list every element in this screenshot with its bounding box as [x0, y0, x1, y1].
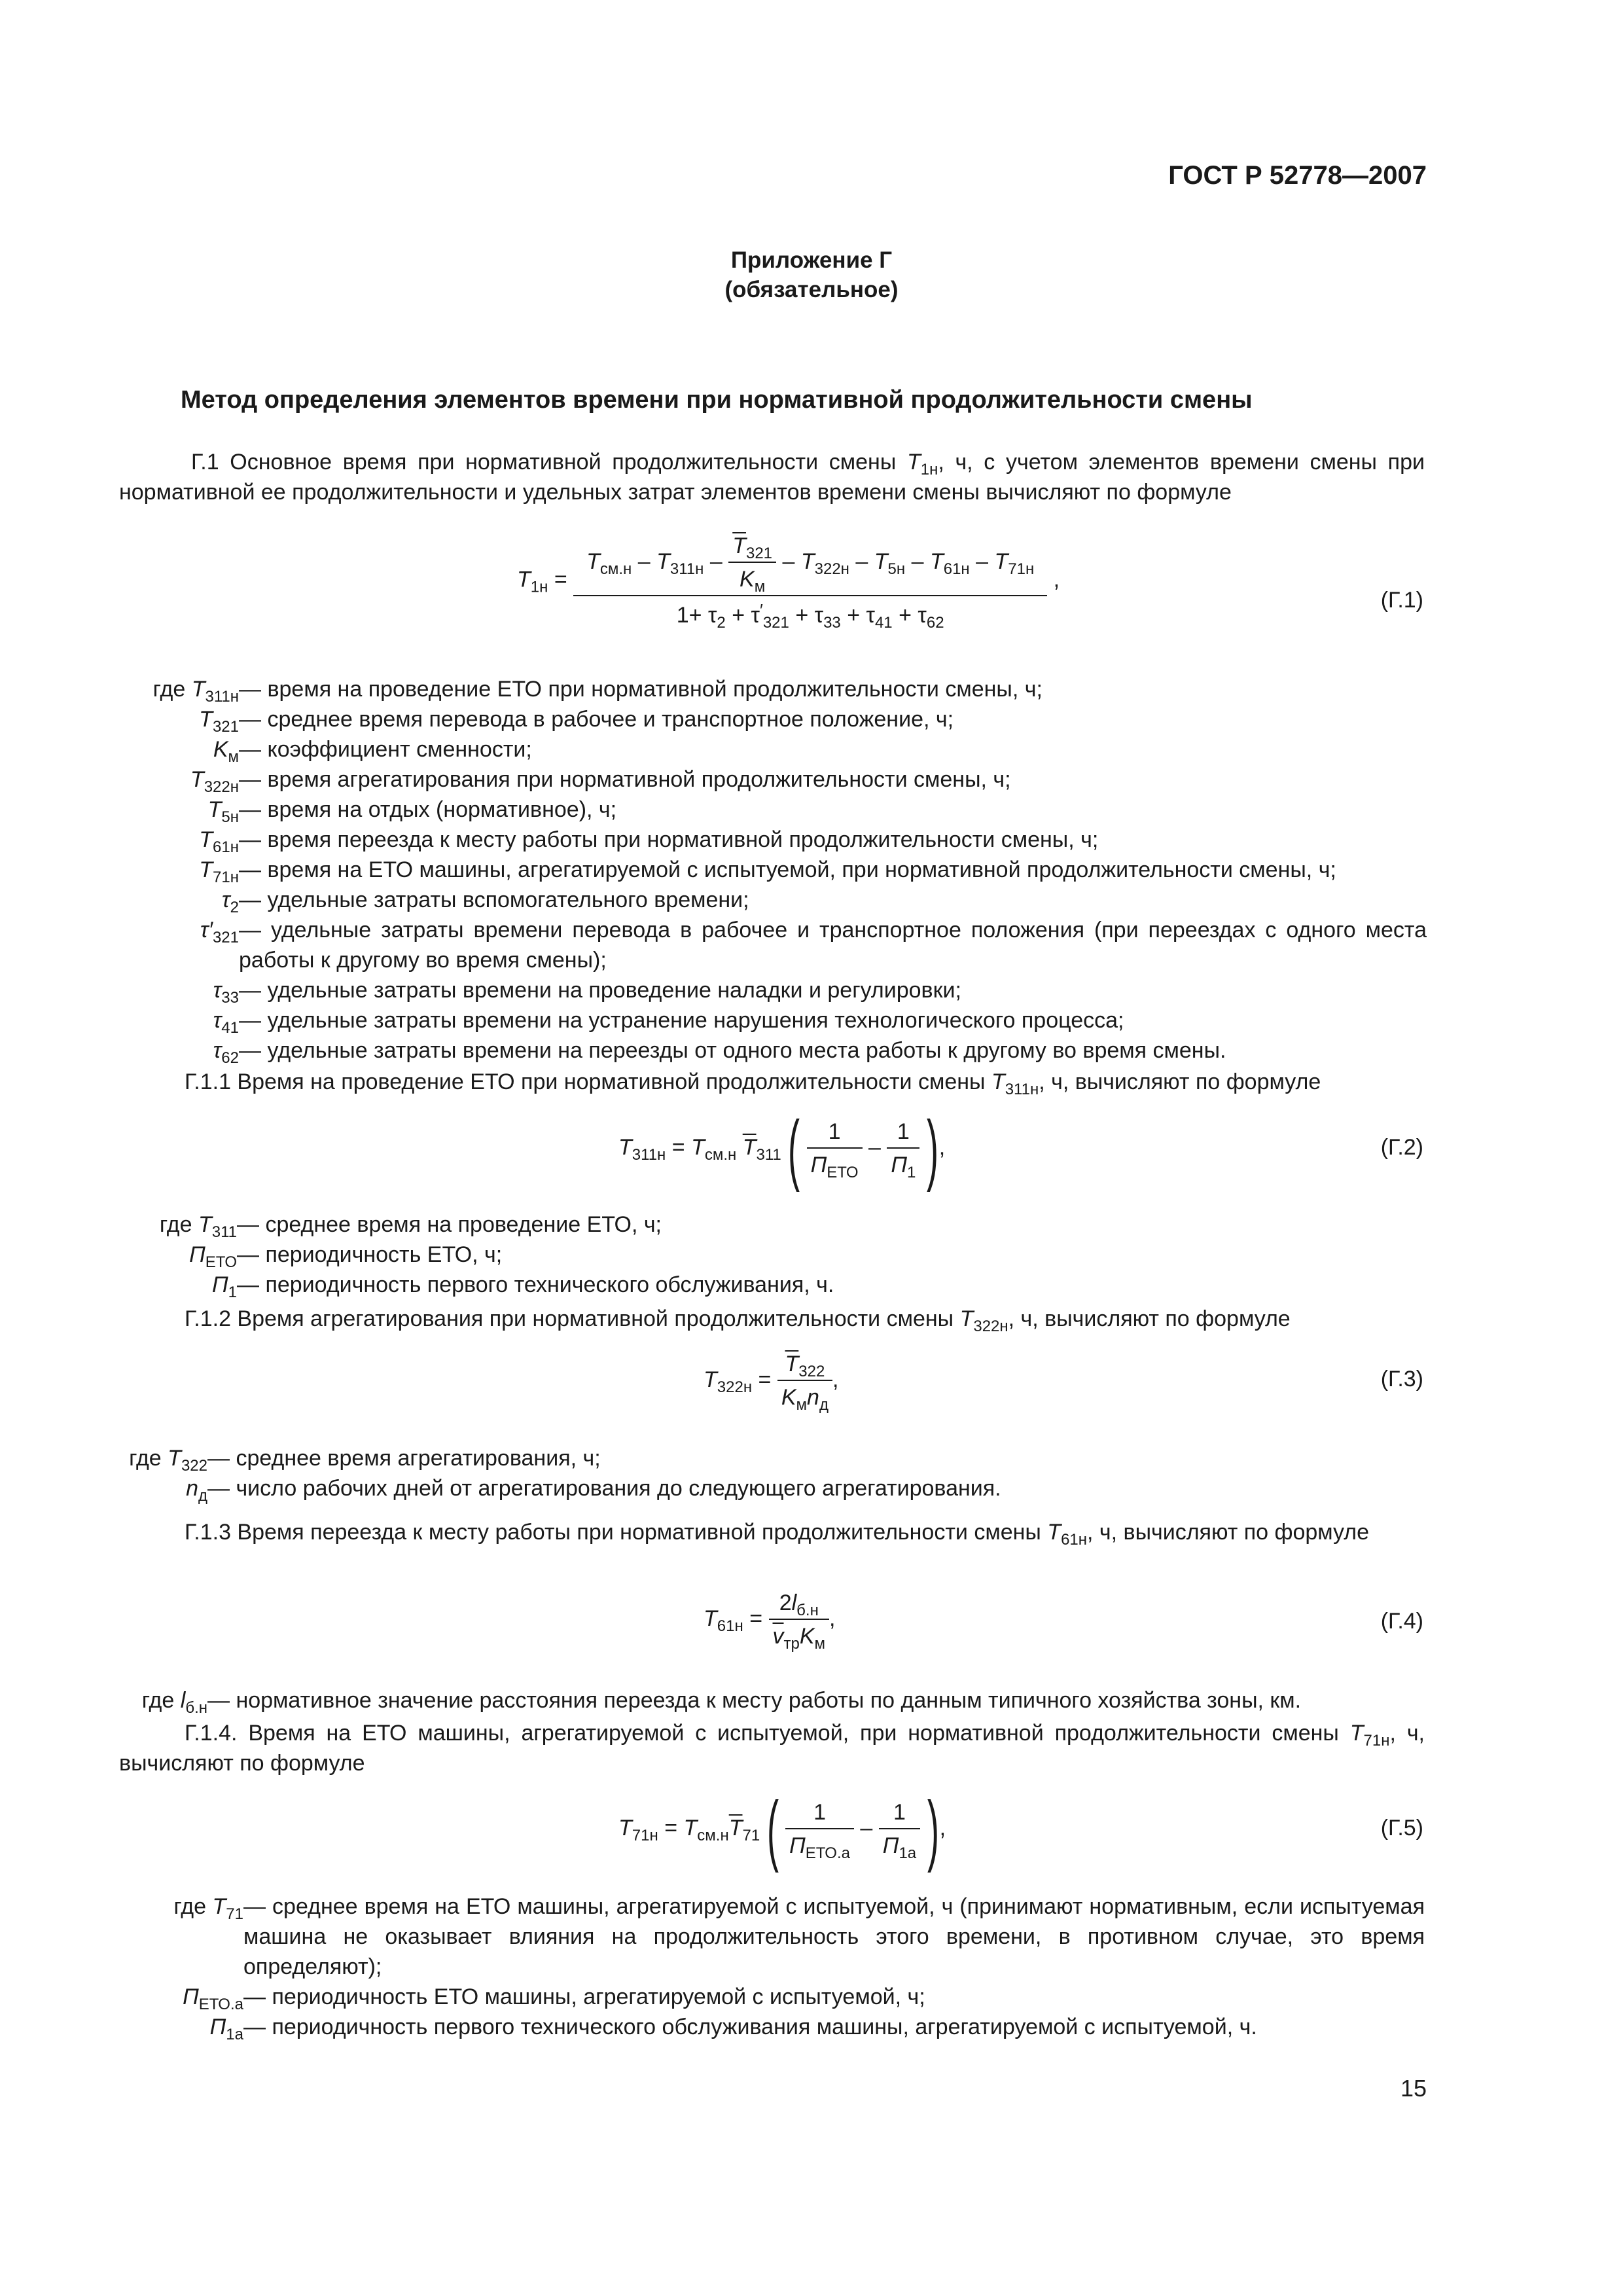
definition-symbol: $\tau_2$ [221, 888, 239, 916]
paragraph-number: Г.1.2 [185, 1306, 231, 1331]
definitions-g4 [119, 1685, 1425, 1715]
definition-text: — коэффициент сменности; [239, 737, 532, 762]
definition-symbol: где $l_{б.н}$ [141, 1688, 207, 1717]
definition-text: — удельные затраты времени перевода в рабочее и транспортное положения (при переездах с одного места работы к другому во время смены); [239, 918, 1427, 973]
definition-text: — время на отдых (нормативное), ч; [239, 797, 617, 822]
definition-symbol: где $T_{311}$ [159, 1212, 237, 1241]
appendix-title: Приложение Г [730, 247, 893, 273]
formula-g1-fraction: $T_{см.н} - T_{311н}$ – $\frac{\overline{T}_{321}}{K_м}$ – $T_{322н} - T_{5н} - T_{61н} - T_{71н}$ $1+ \tau_2 + \tau'_{321} + \tau_{33} + \tau_{41} + \tau_{62}$ [573, 533, 1047, 628]
paragraph-number: Г.1.4. [185, 1721, 238, 1746]
paragraph-number: Г.1 [191, 450, 219, 475]
definition-symbol: $T_{321}$ [199, 707, 239, 736]
formula-g1: $T_{1н}$ = $T_{см.н} - T_{311н}$ – $\frac{\overline{T}_{321}}{K_м}$ – $T_{322н} - T_{5н} - T_{61н} - T_{71н}$ $1+ \tau_2 + \tau'_{321} + \tau_{33} + \tau_{41} + \tau_{62}$ , [517, 533, 1060, 632]
definition-text: — удельные затраты вспомогательного времени; [239, 888, 749, 912]
definition-list-g4 [119, 1685, 1425, 1715]
definition-item [119, 1240, 1425, 1270]
formula-number-g2: (Г.2) [1380, 1135, 1423, 1160]
definitions-g2 [119, 1210, 1425, 1300]
definition-symbol: $n_д$ [186, 1476, 207, 1505]
definition-symbol: $\tau'_{321}$ [200, 918, 239, 946]
definition-list-g3 [119, 1443, 1425, 1503]
definition-text: — число рабочих дней от агрегатирования до следующего агрегатирования. [207, 1476, 1001, 1501]
definition-item [121, 1035, 1427, 1066]
definition-text: — нормативное значение расстояния переезда к месту работы по данным типичного хозяйства зоны, км. [207, 1688, 1302, 1713]
section-title: Метод определения элементов времени при нормативной продолжительности смены [181, 386, 1253, 414]
definition-item [119, 1270, 1425, 1300]
definition-text: — среднее время на проведение ЕТО, ч; [237, 1212, 662, 1237]
formula-number-g1: (Г.1) [1380, 588, 1423, 613]
definition-text: — среднее время агрегатирования, ч; [207, 1446, 601, 1471]
definition-item [119, 1982, 1425, 2012]
paragraph-g11: Г.1.1 Время на проведение ЕТО при нормативной продолжительности смены $T_{311н}$, ч, вычисляют по формуле [185, 1069, 1321, 1098]
definition-item [119, 1210, 1425, 1240]
formula-g2: $T_{311н} = T_{см.н}$ $\overline{T}_{311}$ ( $\frac{1}{П_{ЕТО}}$ – $\frac{1}{П_1}$ ), [618, 1105, 946, 1193]
definition-item [121, 975, 1427, 1005]
formula-g5: $T_{71н} = T_{см.н}\overline{T}_{71}$ ( $\frac{1}{П_{ЕТО.а}}$ – $\frac{1}{П_{1а}}$ ), [618, 1785, 946, 1873]
definition-item [119, 1685, 1425, 1715]
definition-item [119, 2012, 1425, 2042]
paragraph-number: Г.1.1 [185, 1069, 231, 1094]
definition-symbol: $\tau_{33}$ [213, 978, 239, 1007]
definition-item [121, 915, 1427, 975]
definition-symbol: $K_м$ [213, 737, 239, 766]
paragraph-g12: Г.1.2 Время агрегатирования при нормативной продолжительности смены $T_{322н}$, ч, вычисляют по формуле [185, 1306, 1291, 1335]
definition-item [121, 825, 1427, 855]
definition-symbol: $T_{322н}$ [190, 767, 239, 796]
definition-symbol: где $T_{311н}$ [152, 677, 239, 706]
definition-symbol: $T_{71н}$ [199, 857, 239, 886]
paragraph-g13: Г.1.3 Время переезда к месту работы при нормативной продолжительности смены $T_{61н}$, ч, вычисляют по формуле [185, 1520, 1370, 1549]
paragraph-g14: Г.1.4. Время на ЕТО машины, агрегатируемой с испытуемой, при нормативной продолжительности смены $T_{71н}$, ч, вычисляют по формуле [119, 1721, 1425, 1776]
definition-symbol: где $T_{322}$ [129, 1446, 207, 1475]
formula-number-g4: (Г.4) [1380, 1609, 1423, 1634]
definition-item [121, 1005, 1427, 1035]
definition-symbol: $П_1$ [212, 1272, 237, 1301]
formula-number-g3: (Г.3) [1380, 1367, 1423, 1391]
definition-symbol: $T_{5н}$ [207, 797, 239, 826]
definition-symbol: $\tau_{62}$ [213, 1038, 239, 1067]
formula-g3: $T_{322н}$ = $\frac{\overline{T}_{322}}{K_мn_д}$ , [704, 1352, 839, 1414]
definition-text: — время на проведение ЕТО при нормативной продолжительности смены, ч; [239, 677, 1043, 702]
definition-text: — удельные затраты времени на устранение нарушения технологического процесса; [239, 1008, 1124, 1033]
definition-symbol: $T_{61н}$ [199, 827, 239, 856]
definition-list-g2 [119, 1210, 1425, 1300]
definition-text: — периодичность ЕТО, ч; [237, 1242, 503, 1267]
definition-text: — среднее время на ЕТО машины, агрегатируемой с испытуемой, ч (принимают нормативным, если испытуемая машина не оказывает влияния на продолжительность этого времени, в противном случае, это время определяют); [243, 1894, 1425, 1979]
definition-text: — время на ЕТО машины, агрегатируемой с испытуемой, при нормативной продолжительности смены, ч; [239, 857, 1336, 882]
definition-item [121, 885, 1427, 915]
formula-number-g5: (Г.5) [1380, 1816, 1423, 1840]
definition-text: — периодичность ЕТО машины, агрегатируемой с испытуемой, ч; [243, 1984, 925, 2009]
definition-text: — периодичность первого технического обслуживания, ч. [237, 1272, 834, 1297]
definition-symbol: $П_{ЕТО.а}$ [183, 1984, 243, 2013]
paragraph-number: Г.1.3 [185, 1520, 231, 1545]
paragraph-g1: Г.1 Основное время при нормативной продолжительности смены $T_{1н}$, ч, с учетом элементов времени смены при нормативной ее продолжительности и удельных затрат элементов времени смены вычисляют по формуле [119, 450, 1425, 505]
definition-item [119, 1473, 1425, 1503]
definition-symbol: $\tau_{41}$ [213, 1008, 239, 1037]
definition-item [121, 855, 1427, 885]
definition-list-g1 [121, 674, 1427, 1066]
definition-text: — среднее время перевода в рабочее и транспортное положение, ч; [239, 707, 954, 732]
definitions-g3 [119, 1443, 1425, 1503]
definition-text: — время переезда к месту работы при нормативной продолжительности смены, ч; [239, 827, 1099, 852]
definition-item [121, 734, 1427, 764]
definition-text: — удельные затраты времени на проведение наладки и регулировки; [239, 978, 961, 1003]
definition-item [119, 1892, 1425, 1982]
definition-text: — время агрегатирования при нормативной продолжительности смены, ч; [239, 767, 1011, 792]
appendix-subtitle: (обязательное) [724, 277, 899, 302]
definition-item [119, 1443, 1425, 1473]
standard-number: ГОСТ Р 52778—2007 [1168, 161, 1427, 190]
page-number: 15 [1400, 2075, 1427, 2102]
definition-item [121, 795, 1427, 825]
formula-g4: $T_{61н}$ = $\frac{2l_{б.н}}{\overline{v}_{тр}K_м}$ , [704, 1590, 836, 1653]
definition-item [121, 704, 1427, 734]
definition-symbol: где $T_{71}$ [173, 1894, 243, 1923]
definition-list-g5 [119, 1892, 1425, 2042]
definitions-g5 [119, 1892, 1425, 2042]
definitions-g1 [121, 674, 1427, 1066]
definition-text: — удельные затраты времени на переезды от одного места работы к другому во время смены. [239, 1038, 1226, 1063]
definition-item [121, 674, 1427, 704]
definition-symbol: $П_{1а}$ [209, 2015, 243, 2043]
definition-text: — периодичность первого технического обслуживания машины, агрегатируемой с испытуемой, ч. [243, 2015, 1257, 2039]
definition-symbol: $П_{ЕТО}$ [189, 1242, 237, 1271]
definition-item [121, 764, 1427, 795]
